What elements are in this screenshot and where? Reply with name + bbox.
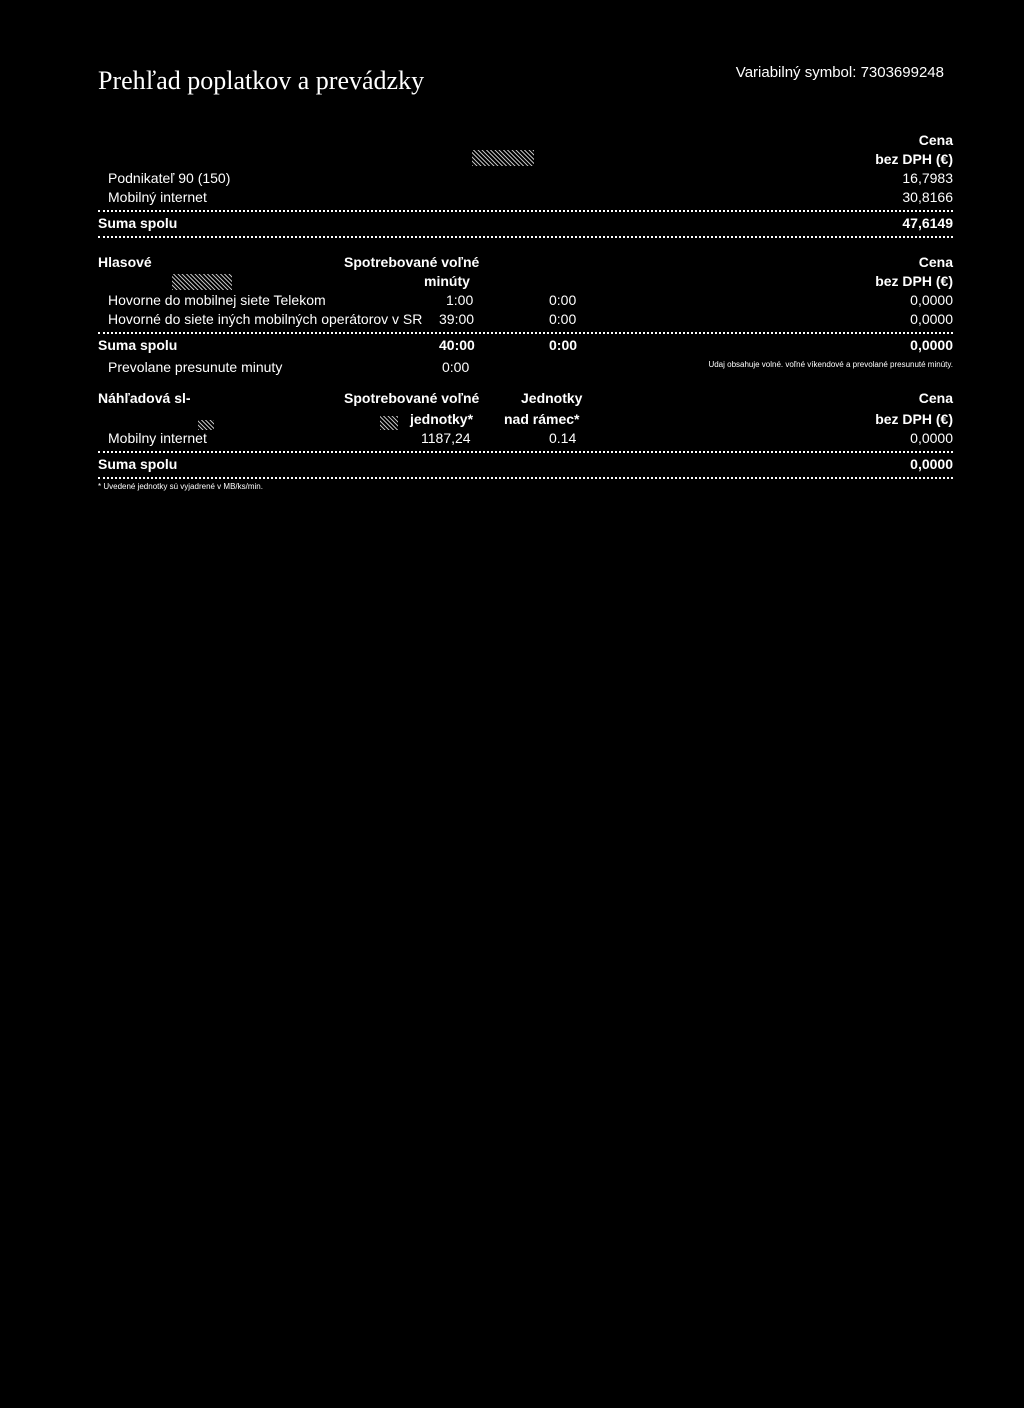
divider [98,236,953,238]
row-used: 39:00 [439,311,475,327]
voice-note: Udaj obsahuje volné. voľné víkendové a prevolané presunuté minúty. [708,360,953,369]
section-label: Náhľadová sl- [98,390,191,406]
row-label: Hovorné do siete iných mobilných operátorov v SR [108,311,423,327]
col-over-subheader: nad rámec* [504,411,580,427]
voice-table [98,254,953,373]
row-over: 0.14 [549,430,577,446]
total-label: Suma spolu [98,337,178,353]
variable-symbol: Variabilný symbol: 7303699248 [735,64,944,81]
carried-minutes-row [98,356,953,373]
col-price-subheader: bez DPH (€) [875,273,953,289]
page-title: Prehľad poplatkov a prevádzky [98,66,425,95]
row-price: 0,0000 [910,311,953,327]
total-row [98,456,953,475]
carried-value: 0:00 [442,359,470,375]
col-price-header: Cena [918,390,953,406]
table-row [98,170,953,189]
table-row [98,430,953,449]
row-price: 30,8166 [902,189,953,205]
section-label: Hlasové [98,254,152,270]
col-used-header: Spotrebované voľné [344,390,480,406]
row-over: 0:00 [549,292,577,308]
summary-table [98,132,953,241]
total-price: 0,0000 [910,337,953,353]
row-label: Hovorne do mobilnej siete Telekom [108,292,326,308]
col-used-subheader: minúty [424,273,470,289]
divider [98,451,953,453]
col-price-header: Cena [918,132,953,148]
col-price-subheader: bez DPH (€) [875,151,953,167]
row-price: 0,0000 [910,430,953,446]
row-used: 1:00 [446,292,474,308]
row-used: 1187,24 [421,430,471,446]
table-row [98,292,953,311]
divider [98,477,953,479]
total-row [98,337,953,356]
total-price: 0,0000 [910,456,953,472]
table-row [98,189,953,208]
data-table [98,390,953,491]
col-price-subheader: bez DPH (€) [875,411,953,427]
row-label: Podnikateľ 90 (150) [108,170,231,186]
col-price-header: Cena [918,254,953,270]
table-row [98,311,953,330]
col-over-header: Jednotky [521,390,583,406]
total-price: 47,6149 [902,215,953,231]
footnote: * Uvedené jednotky sú vyjadrené v MB/ks/min. [98,482,263,491]
total-label: Suma spolu [98,215,178,231]
row-price: 0,0000 [910,292,953,308]
row-label: Mobilny internet [108,430,207,446]
carried-label: Prevolane presunute minuty [108,359,283,375]
col-used-subheader: jednotky* [410,411,474,427]
divider [98,210,953,212]
total-row [98,215,953,234]
divider [98,332,953,334]
total-over: 0:00 [549,337,578,353]
row-over: 0:00 [549,311,577,327]
row-price: 16,7983 [902,170,953,186]
col-used-header: Spotrebované voľné [344,254,480,270]
row-label: Mobilný internet [108,189,207,205]
total-label: Suma spolu [98,456,178,472]
total-used: 40:00 [439,337,475,353]
